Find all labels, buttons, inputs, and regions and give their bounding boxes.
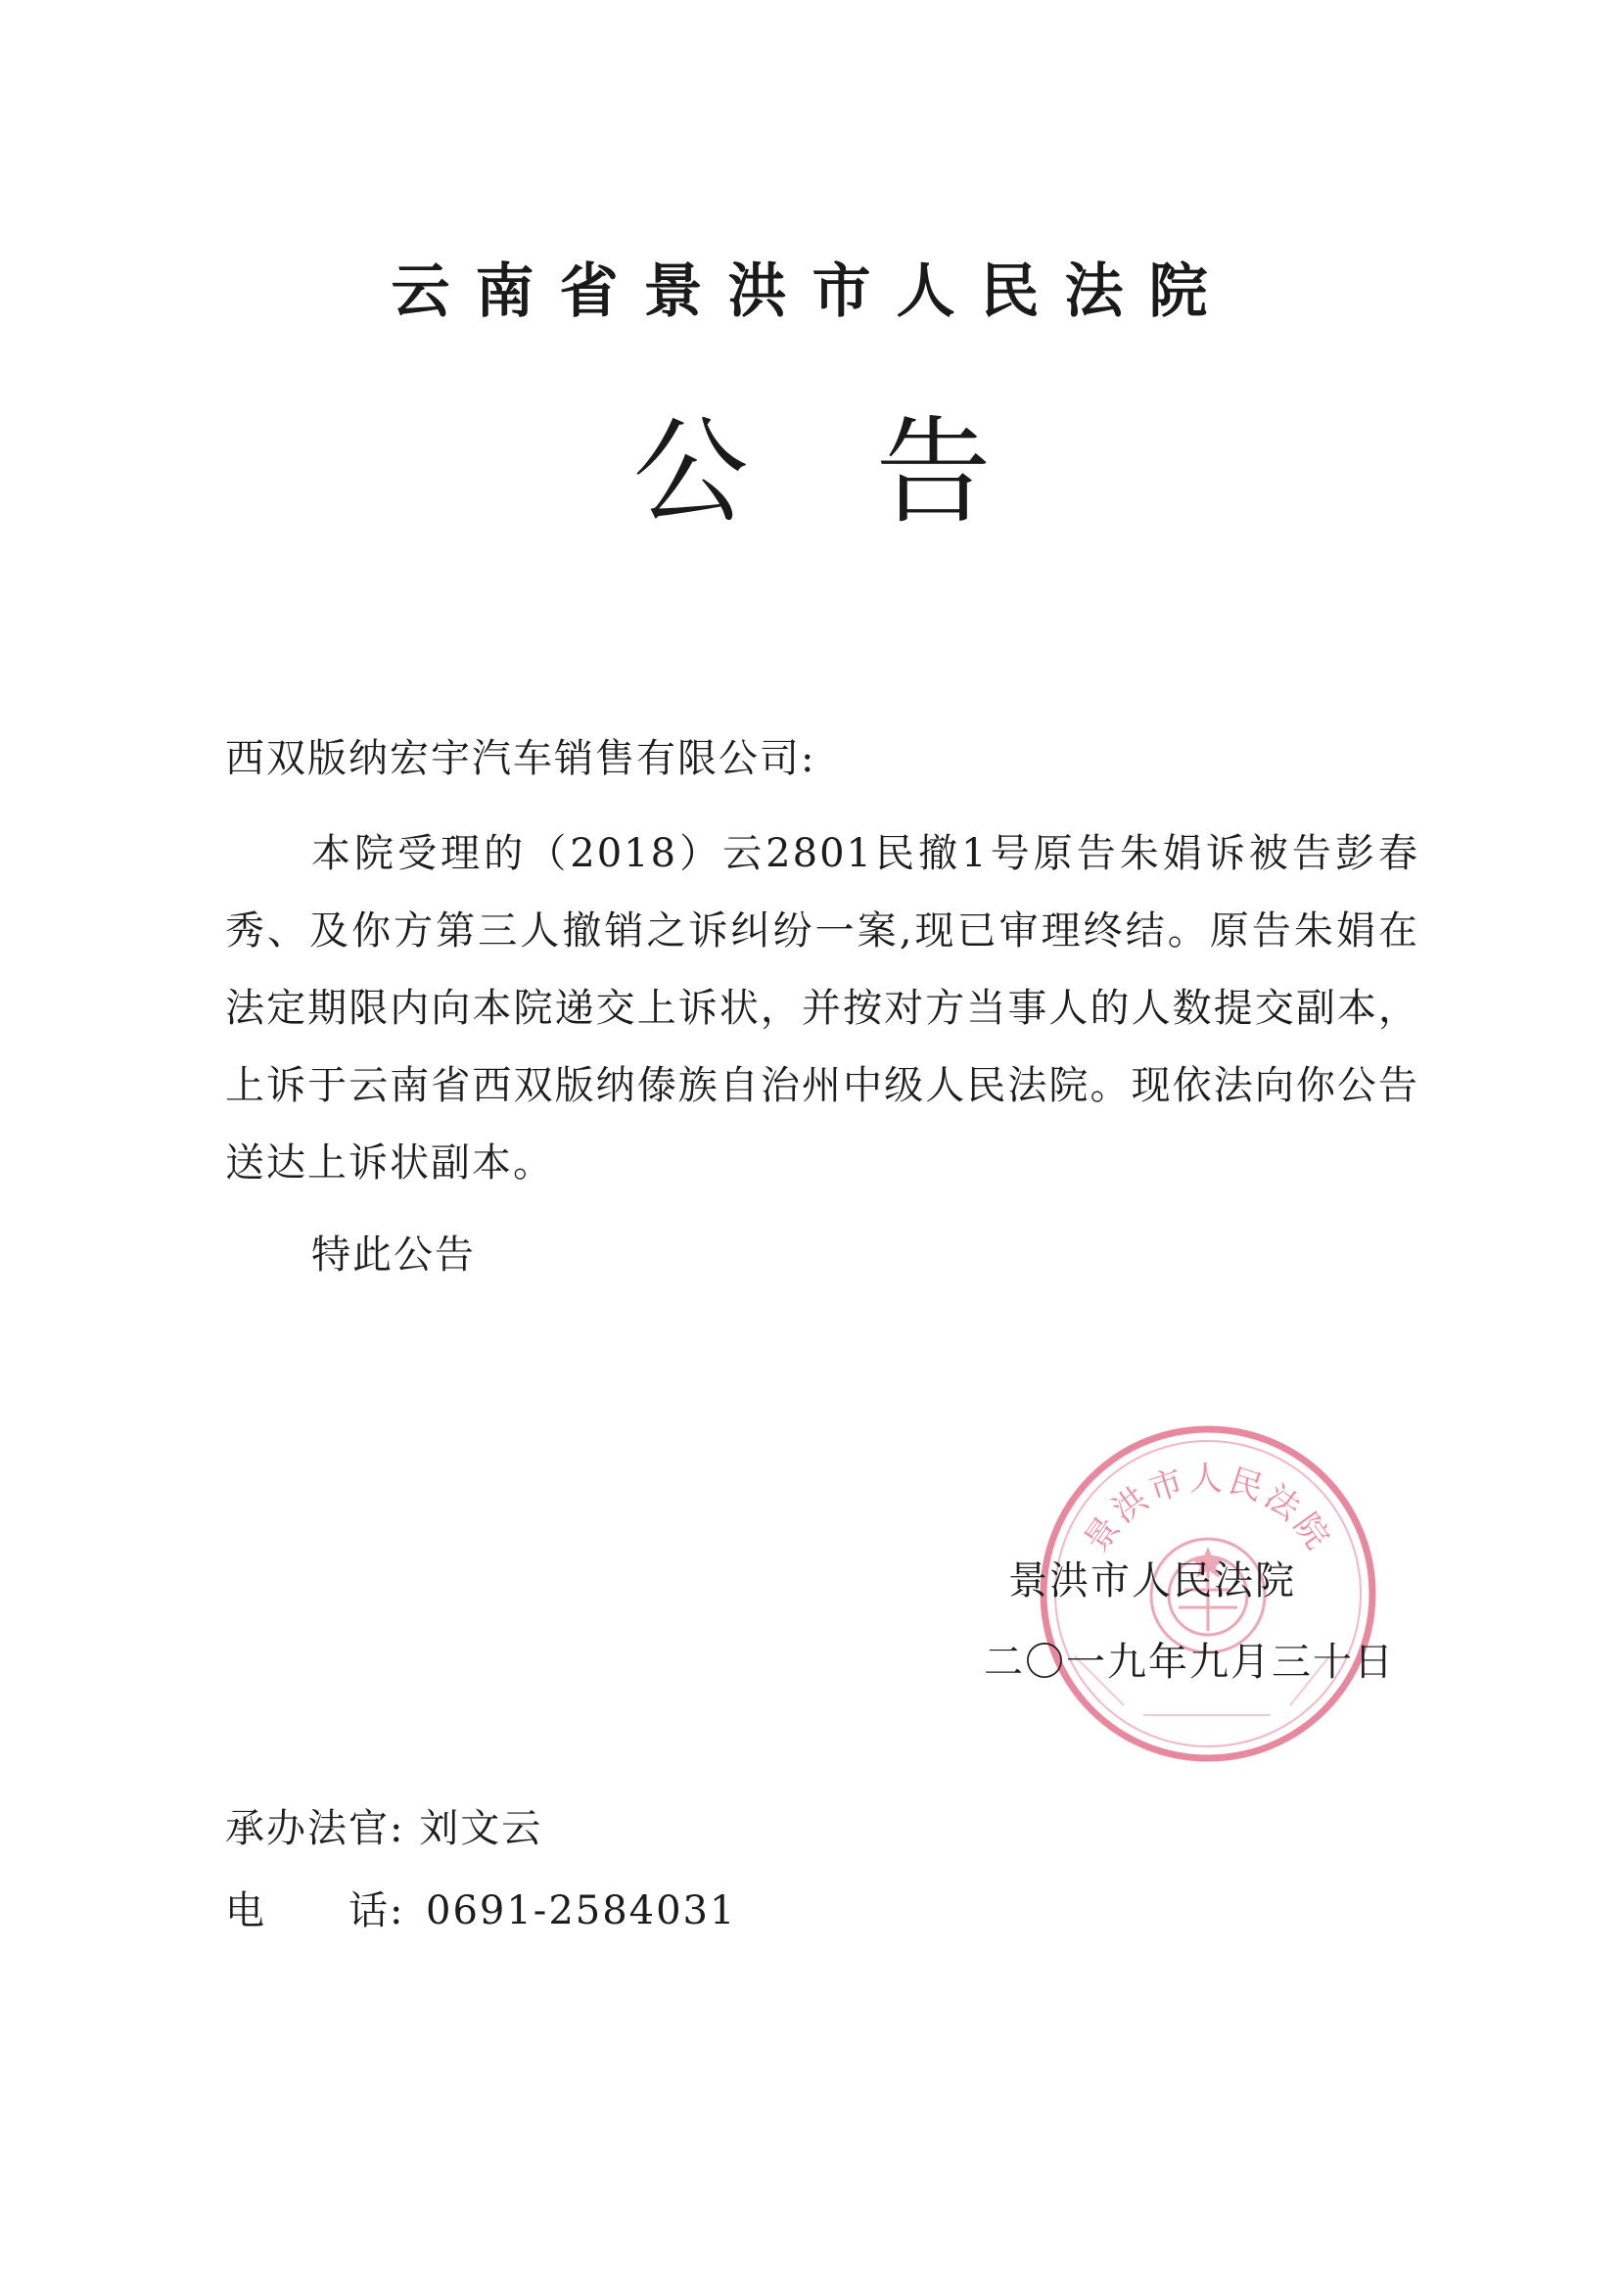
- closing-line: 特此公告: [311, 1232, 476, 1278]
- phone-number: 0691-2584031: [426, 1888, 737, 1933]
- phone-label: 电 话:: [225, 1888, 405, 1933]
- notice-title: 公告: [632, 404, 1119, 539]
- notice-body-paragraph: 本院受理的（2018）云2801民撤1号原告朱娟诉被告彭春秀、及你方第三人撤销之诉纠纷一案,现已审理终结。原告朱娟在法定期限内向本院递交上诉状，并按对方当事人的人数提交副本，上诉于云南省西双版纳傣族自治州中级人民法院。现依法向你公告送达上诉状副本。: [225, 831, 1419, 1185]
- judge-label: 承办法官:: [225, 1806, 405, 1851]
- contact-phone-row: [225, 1882, 736, 1940]
- signature-court-name: 景洪市人民法院: [1008, 1558, 1296, 1604]
- contact-judge-row: [225, 1799, 542, 1858]
- seal-arc-text: 景洪市人民法院: [1077, 1460, 1339, 1559]
- judge-name: 刘文云: [419, 1806, 543, 1851]
- svg-text:景洪市人民法院: [1077, 1460, 1339, 1559]
- addressee-line: 西双版纳宏宇汽车销售有限公司:: [225, 736, 816, 781]
- court-name-heading: 云南省景洪市人民法院: [391, 257, 1233, 326]
- signature-date: 二〇一九年九月三十日: [984, 1640, 1395, 1685]
